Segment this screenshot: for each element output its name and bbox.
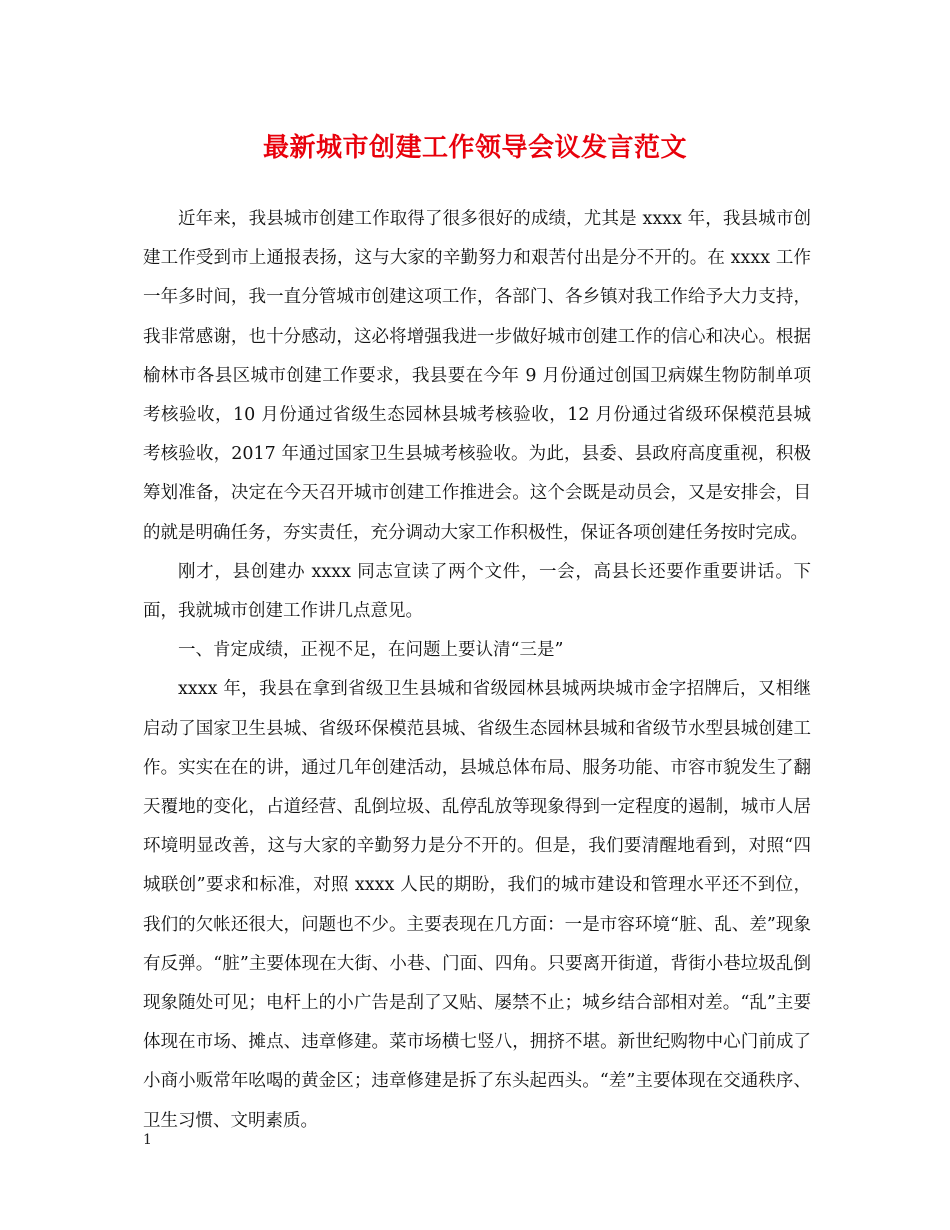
page-number: 1 <box>143 1132 152 1148</box>
paragraph: xxxx 年，我县在拿到省级卫生县城和省级园林县城两块城市金字招牌后，又相继启动了国家卫生县城、省级环保模范县城、省级生态园林县城和省级节水型县城创建工作。实实在在的讲，通过几年创建活动，县城总体布局、服务功能、市容市貌发生了翻天覆地的变化，占道经营、乱倒垃圾、乱停乱放等现象得到一定程度的遏制，城市人居环境明显改善，这与大家的辛勤努力是分不开的。但是，我们要清醒地看到，对照“四城联创”要求和标准，对照 xxxx 人民的期盼，我们的城市建设和管理水平还不到位，我们的欠帐还很大，问题也不少。主要表现在几方面：一是市容环境“脏、乱、差”现象有反弹。“脏”主要体现在大街、小巷、门面、四角。只要离开街道，背街小巷垃圾乱倒现象随处可见；电杆上的小广告是刮了又贴、屡禁不止；城乡结合部相对差。“乱”主要体现在市场、摊点、违章修建。菜市场横七竖八，拥挤不堪。新世纪购物中心门前成了小商小贩常年吆喝的黄金区；违章修建是拆了东头起西头。“差”主要体现在交通秩序、卫生习惯、文明素质。 <box>143 679 811 1131</box>
section-heading: 一、肯定成绩，正视不足，在问题上要认清“三是” <box>178 640 564 661</box>
document-title: 最新城市创建工作领导会议发言范文 <box>262 133 687 163</box>
paragraph: 刚才，县创建办 xxxx 同志宣读了两个文件，一会，高县长还要作重要讲话。下面，我就城市创建工作讲几点意见。 <box>143 561 811 622</box>
document-body <box>143 200 811 1141</box>
paragraph: 近年来，我县城市创建工作取得了很多很好的成绩，尤其是 xxxx 年，我县城市创建工作受到市上通报表扬，这与大家的辛勤努力和艰苦付出是分不开的。在 xxxx 工作一年多时间，我一直分管城市创建这项工作，各部门、各乡镇对我工作给予大力支持，我非常感谢，也十分感动，这必将增强我进一步做好城市创建工作的信心和决心。根据榆林市各县区城市创建工作要求，我县要在今年 9 月份通过创国卫病媒生物防制单项考核验收，10 月份通过省级生态园林县城考核验收，12 月份通过省级环保模范县城考核验收，2017 年通过国家卫生县城考核验收。为此，县委、县政府高度重视，积极筹划准备，决定在今天召开城市创建工作推进会。这个会既是动员会，又是安排会，目的就是明确任务，夯实责任，充分调动大家工作积极性，保证各项创建任务按时完成。 <box>143 209 811 543</box>
